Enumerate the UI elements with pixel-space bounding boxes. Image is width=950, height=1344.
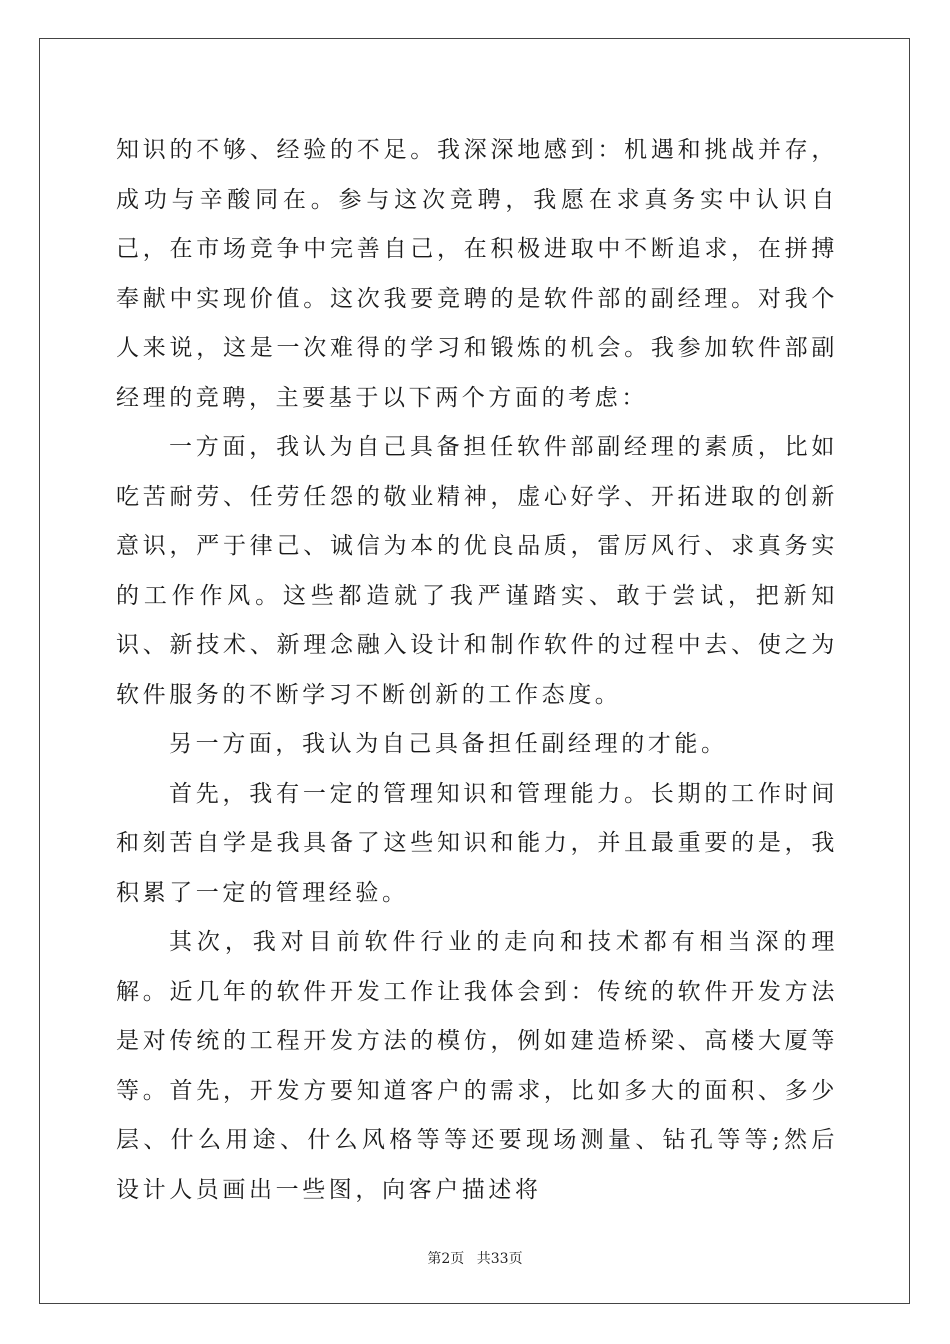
page-number: 第2页 (427, 1251, 465, 1267)
document-body (116, 126, 838, 1215)
paragraph: 其次，我对目前软件行业的走向和技术都有相当深的理解。近几年的软件开发工作让我体会到：传统的软件开发方法是对传统的工程开发方法的模仿，例如建造桥梁、高楼大厦等等。首先，开发方要知道客户的需求，比如多大的面积、多少层、什么用途、什么风格等等还要现场测量、钻孔等等;然后设计人员画出一些图，向客户描述将 (116, 929, 838, 1203)
paragraph: 一方面，我认为自己具备担任软件部副经理的素质，比如吃苦耐劳、任劳任怨的敬业精神，虚心好学、开拓进取的创新意识，严于律己、诚信为本的优良品质，雷厉风行、求真务实的工作作风。这些都造就了我严谨踏实、敢于尝试，把新知识、新技术、新理念融入设计和制作软件的过程中去、使之为软件服务的不断学习不断创新的工作态度。 (116, 434, 838, 708)
page-total: 共33页 (476, 1251, 523, 1267)
paragraph: 知识的不够、经验的不足。我深深地感到：机遇和挑战并存，成功与辛酸同在。参与这次竞聘，我愿在求真务实中认识自己，在市场竞争中完善自己，在积极进取中不断追求，在拼搏奉献中实现价值。这次我要竞聘的是软件部的副经理。对我个人来说，这是一次难得的学习和锻炼的机会。我参加软件部副经理的竞聘，主要基于以下两个方面的考虑： (116, 137, 838, 411)
page-footer (0, 1248, 950, 1268)
paragraph: 首先，我有一定的管理知识和管理能力。长期的工作时间和刻苦自学是我具备了这些知识和能力，并且最重要的是，我积累了一定的管理经验。 (116, 780, 838, 906)
paragraph: 另一方面，我认为自己具备担任副经理的才能。 (169, 731, 728, 757)
